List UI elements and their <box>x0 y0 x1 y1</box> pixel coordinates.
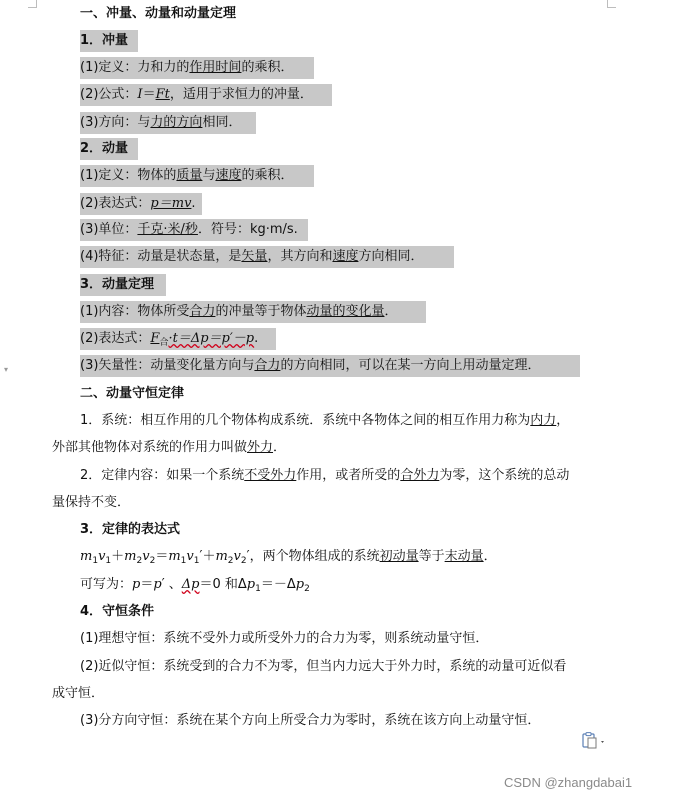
impulse-definition: (1)定义：力和力的作用时间的乘积． <box>80 57 314 79</box>
heading-2: 二、动量守恒定律 <box>80 386 185 401</box>
momentum-unit: (3)单位：千克·米/秒．符号：kg·m/s. <box>80 219 308 241</box>
impulse-formula: (2)公式：I＝Ft，适用于求恒力的冲量． <box>80 84 332 106</box>
theorem-content: (1)内容：物体所受合力的冲量等于物体动量的变化量． <box>80 301 426 323</box>
scroll-marker-icon: ▾ <box>4 365 9 374</box>
paste-options-icon[interactable] <box>582 732 608 750</box>
subheading-momentum: 2．动量 <box>80 138 138 160</box>
page-corner-mark <box>28 0 37 8</box>
conservation-conditions-heading: 4．守恒条件 <box>80 604 155 619</box>
impulse-direction: (3)方向：与力的方向相同． <box>80 112 256 134</box>
momentum-definition: (1)定义：物体的质量与速度的乘积． <box>80 165 314 187</box>
subheading-momentum-theorem: 3．动量定理 <box>80 274 166 296</box>
law-expression-equation: $m_1v_1+m_2v_2=m_1v_1'+m_2v_2'$，两个物体组成的系统初动量等于末动量． <box>80 549 497 566</box>
momentum-feature: (4)特征：动量是状态量，是矢量，其方向和速度方向相同． <box>80 246 454 268</box>
watermark: CSDN @zhangdabai1 <box>504 775 633 790</box>
law-expression-alternative: 可写为：p＝p′ 、Δp＝0 和$\Delta p_1=-\Delta p_2$ <box>80 577 310 594</box>
theorem-expression: (2)表达式：$F_合\cdot t=\Delta p=p'-p$. <box>80 328 276 350</box>
clipboard-icon <box>582 732 608 750</box>
condition-approximate-line2: 成守恒． <box>52 686 105 701</box>
law-expression-heading: 3．定律的表达式 <box>80 522 181 537</box>
condition-ideal: (1)理想守恒：系统不受外力或所受外力的合力为零，则系统动量守恒． <box>80 631 489 646</box>
conservation-system-line1: 1．系统：相互作用的几个物体构成系统．系统中各物体之间的相互作用力称为内力， <box>80 413 570 428</box>
conservation-law-line1: 2．定律内容：如果一个系统不受外力作用，或者所受的合外力为零，这个系统的总动 <box>80 468 570 483</box>
condition-approximate-line1: (2)近似守恒：系统受到的合力不为零，但当内力远大于外力时，系统的动量可近似看 <box>80 659 567 674</box>
subheading-impulse: 1．冲量 <box>80 30 138 52</box>
conservation-system-line2: 外部其他物体对系统的作用力叫做外力． <box>52 440 287 455</box>
momentum-expression: (2)表达式：p＝mv. <box>80 193 202 215</box>
heading-1: 一、冲量、动量和动量定理 <box>80 6 237 21</box>
theorem-vector: (3)矢量性：动量变化量方向与合力的方向相同，可以在某一方向上用动量定理． <box>80 355 580 377</box>
page-corner-mark <box>607 0 616 8</box>
condition-directional: (3)分方向守恒：系统在某个方向上所受合力为零时，系统在该方向上动量守恒． <box>80 713 541 728</box>
conservation-law-line2: 量保持不变． <box>52 495 131 510</box>
